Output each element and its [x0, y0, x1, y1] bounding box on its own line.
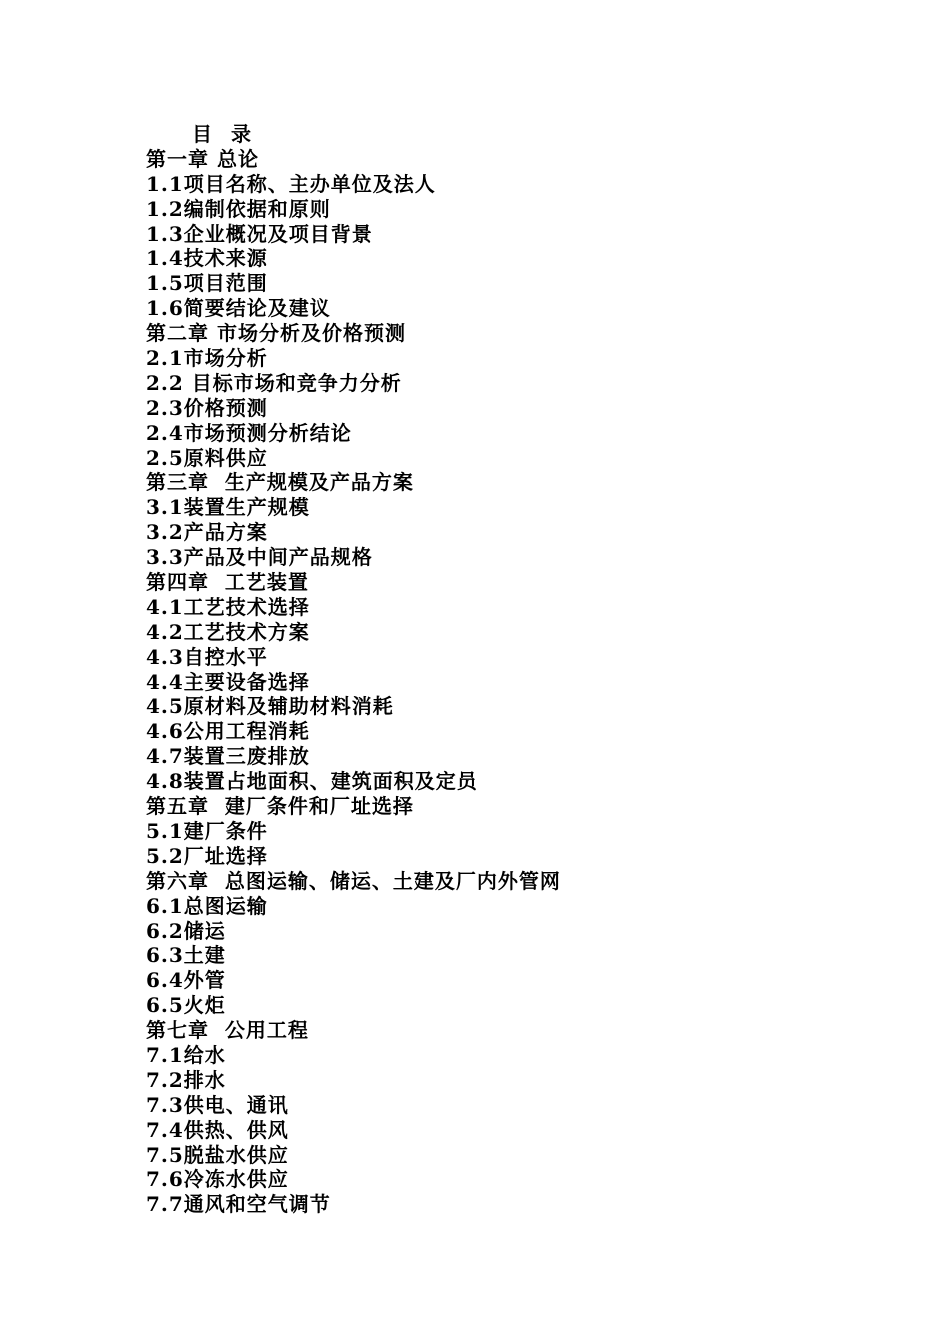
toc-section-entry: 6.2储运	[146, 918, 226, 943]
toc-section-entry: 1.4技术来源	[146, 246, 268, 271]
toc-section-entry: 2.2 目标市场和竞争力分析	[146, 370, 402, 395]
toc-section-entry: 6.5火炬	[146, 993, 226, 1018]
toc-lines	[146, 147, 561, 1217]
toc-chapter-heading: 第二章 市场分析及价格预测	[146, 321, 406, 346]
toc-section-entry: 4.8装置占地面积、建筑面积及定员	[146, 769, 478, 794]
toc-chapter-heading: 第七章 公用工程	[146, 1018, 309, 1043]
toc-section-entry: 4.6公用工程消耗	[146, 719, 310, 744]
toc-chapter-heading: 第六章 总图运输、储运、土建及厂内外管网	[146, 868, 561, 893]
toc-section-entry: 7.4供热、供风	[146, 1117, 289, 1142]
toc-chapter-heading: 第五章 建厂条件和厂址选择	[146, 794, 414, 819]
toc-section-entry: 4.7装置三废排放	[146, 744, 310, 769]
toc-title: 目 录	[192, 122, 257, 146]
toc-section-entry: 6.1总图运输	[146, 893, 268, 918]
toc-section-entry: 4.2工艺技术方案	[146, 619, 310, 644]
toc-chapter-heading: 第一章 总论	[146, 146, 259, 171]
table-of-contents	[146, 122, 561, 1217]
toc-section-entry: 2.4市场预测分析结论	[146, 420, 352, 445]
toc-section-entry: 7.5脱盐水供应	[146, 1142, 289, 1167]
toc-section-entry: 1.1项目名称、主办单位及法人	[146, 171, 436, 196]
toc-chapter-heading: 第三章 生产规模及产品方案	[146, 470, 414, 495]
toc-chapter-heading: 第四章 工艺装置	[146, 570, 309, 595]
toc-section-entry: 6.4外管	[146, 968, 226, 993]
toc-section-entry: 7.1给水	[146, 1042, 226, 1067]
toc-section-entry: 1.5项目范围	[146, 271, 268, 296]
toc-section-entry: 6.3土建	[146, 943, 226, 968]
toc-section-entry: 4.5原材料及辅助材料消耗	[146, 694, 394, 719]
toc-section-entry: 2.1市场分析	[146, 346, 268, 371]
toc-section-entry: 7.7通风和空气调节	[146, 1192, 331, 1217]
toc-section-entry: 3.2产品方案	[146, 520, 268, 545]
toc-section-entry: 3.3产品及中间产品规格	[146, 545, 373, 570]
toc-section-entry: 5.2厂址选择	[146, 843, 268, 868]
toc-section-entry: 5.1建厂条件	[146, 818, 268, 843]
toc-section-entry: 7.2排水	[146, 1067, 226, 1092]
toc-section-entry: 3.1装置生产规模	[146, 495, 310, 520]
toc-section-entry: 4.4主要设备选择	[146, 669, 310, 694]
toc-section-entry: 2.5原料供应	[146, 445, 268, 470]
toc-section-entry: 1.3企业概况及项目背景	[146, 221, 373, 246]
toc-section-entry: 4.1工艺技术选择	[146, 594, 310, 619]
toc-section-entry: 2.3价格预测	[146, 395, 268, 420]
toc-section-entry: 1.2编制依据和原则	[146, 196, 331, 221]
toc-section-entry: 4.3自控水平	[146, 644, 268, 669]
toc-section-entry: 7.6冷冻水供应	[146, 1167, 289, 1192]
toc-section-entry: 1.6简要结论及建议	[146, 296, 331, 321]
toc-section-entry: 7.3供电、通讯	[146, 1092, 289, 1117]
